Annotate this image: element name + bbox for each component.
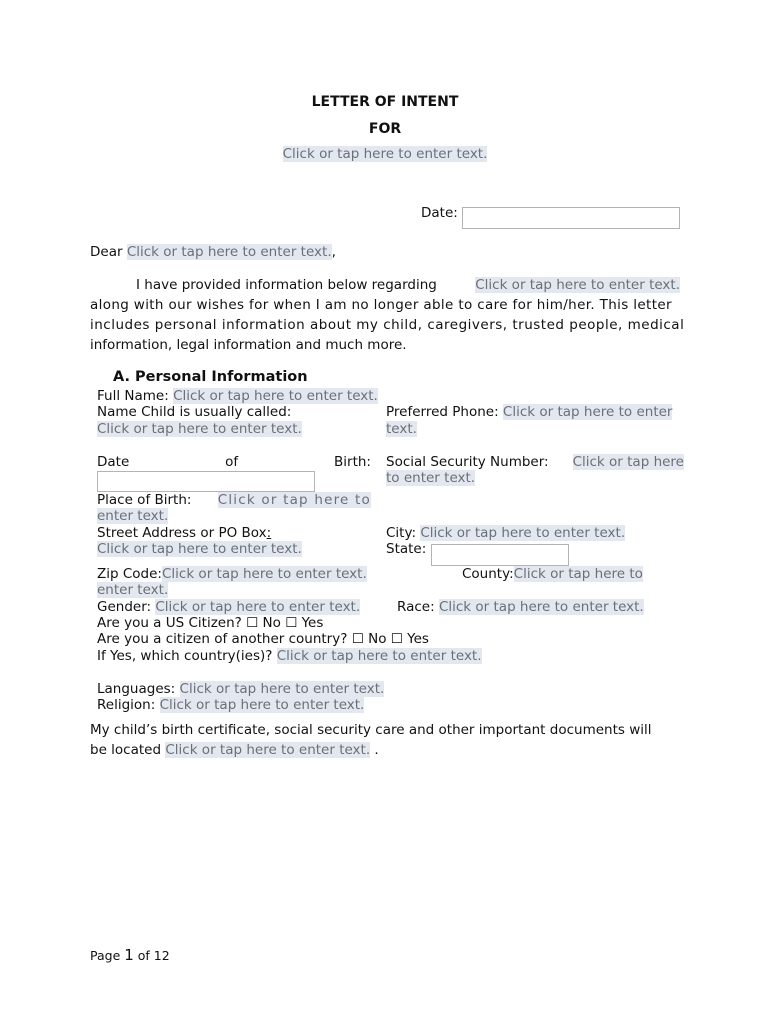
date-label: Date: <box>421 205 458 221</box>
city-row <box>386 525 625 541</box>
footer-page-total: of 12 <box>137 948 170 963</box>
languages-label: Languages: <box>97 681 176 697</box>
which-country-field[interactable]: Click or tap here to enter text. <box>276 648 482 664</box>
salutation-line <box>90 244 336 260</box>
recipient-field[interactable]: Click or tap here to enter text. <box>126 244 332 260</box>
docs-suffix: . <box>374 742 379 758</box>
pob-field[interactable]: Click or tap here to <box>217 492 371 508</box>
race-field[interactable]: Click or tap here to enter text. <box>438 599 644 615</box>
preferred-phone-field-cont[interactable]: text. <box>386 421 417 437</box>
preferred-phone-field[interactable]: Click or tap here to enter <box>502 404 673 420</box>
section-a-heading: A. Personal Information <box>113 369 308 385</box>
which-country-label: If Yes, which country(ies)? <box>97 648 273 664</box>
docs-location-field[interactable]: Click or tap here to enter text. <box>165 742 371 758</box>
which-country-row <box>97 648 482 664</box>
full-name-label: Full Name: <box>97 388 169 404</box>
street-field[interactable]: Click or tap here to enter text. <box>97 541 302 557</box>
full-name-field[interactable]: Click or tap here to enter text. <box>173 388 378 404</box>
footer-page-word: Page <box>90 948 121 963</box>
street-label-row <box>97 525 271 541</box>
city-label: City: <box>386 525 417 541</box>
intro-line-2: along with our wishes for when I am no longer able to care for him/her. This letter <box>90 297 672 313</box>
title-name-field[interactable]: Click or tap here to enter text. <box>282 146 488 162</box>
us-citizen-no-label: No <box>262 615 281 631</box>
county-label: County: <box>462 566 514 582</box>
ssn-field-cont[interactable]: to enter text. <box>386 470 476 486</box>
other-country-no-checkbox[interactable]: ☐ <box>351 631 364 647</box>
religion-row <box>97 697 364 713</box>
street-label: Street Address or PO Box <box>97 525 267 541</box>
docs-line-2 <box>90 742 379 758</box>
intro-line-1 <box>90 277 680 293</box>
county-row <box>462 566 643 582</box>
letter-subtitle-for: FOR <box>368 121 402 137</box>
zip-field-cont[interactable]: enter text. <box>97 582 169 598</box>
languages-field[interactable]: Click or tap here to enter text. <box>179 681 385 697</box>
date-input[interactable] <box>462 207 680 229</box>
race-label: Race: <box>397 599 435 615</box>
footer-page-number: 1 <box>124 946 134 964</box>
page-footer <box>90 946 170 964</box>
docs-line-1: My child’s birth certificate, social security care and other important documents will <box>90 722 652 738</box>
ssn-row <box>386 454 684 470</box>
intro-text-1: I have provided information below regarding <box>136 277 437 293</box>
zip-row <box>97 566 367 582</box>
race-row <box>397 599 644 615</box>
called-field[interactable]: Click or tap here to enter text. <box>97 421 302 437</box>
salutation-text: Dear <box>90 244 123 260</box>
religion-label: Religion: <box>97 697 156 713</box>
us-citizen-yes-label: Yes <box>301 615 324 631</box>
state-input[interactable] <box>431 544 569 566</box>
called-field-wrap <box>97 421 302 437</box>
preferred-phone-wrap-2 <box>386 421 417 437</box>
ssn-field[interactable]: Click or tap here <box>572 454 684 470</box>
pob-wrap-2 <box>97 508 168 524</box>
zip-wrap-2 <box>97 582 168 598</box>
zip-label: Zip Code: <box>97 566 162 582</box>
letter-title: LETTER OF INTENT <box>311 94 459 110</box>
dob-word-date: Date <box>97 454 130 470</box>
gender-field[interactable]: Click or tap here to enter text. <box>155 599 361 615</box>
us-citizen-yes-checkbox[interactable]: ☐ <box>285 615 298 631</box>
preferred-phone-label: Preferred Phone: <box>386 404 499 420</box>
zip-field[interactable]: Click or tap here to enter text. <box>161 566 367 582</box>
other-country-label: Are you a citizen of another country? <box>97 631 348 647</box>
gender-label: Gender: <box>97 599 152 615</box>
other-country-yes-checkbox[interactable]: ☐ <box>390 631 403 647</box>
pob-row <box>97 492 371 508</box>
ssn-label: Social Security Number: <box>386 454 549 470</box>
gender-row <box>97 599 360 615</box>
us-citizen-no-checkbox[interactable]: ☐ <box>246 615 259 631</box>
dob-label-row <box>97 454 371 470</box>
dob-word-of: of <box>225 454 239 470</box>
salutation-comma: , <box>331 244 336 260</box>
us-citizen-label: Are you a US Citizen? <box>97 615 242 631</box>
pob-label: Place of Birth: <box>97 492 192 508</box>
child-name-field[interactable]: Click or tap here to enter text. <box>475 277 680 293</box>
us-citizen-row <box>97 615 323 631</box>
docs-prefix: be located <box>90 742 162 758</box>
street-field-wrap <box>97 541 302 557</box>
religion-field[interactable]: Click or tap here to enter text. <box>159 697 365 713</box>
full-name-row <box>97 388 378 404</box>
preferred-phone-row <box>386 404 672 420</box>
other-country-yes-label: Yes <box>407 631 429 647</box>
other-country-row <box>97 631 429 647</box>
pob-field-cont[interactable]: enter text. <box>97 508 169 524</box>
called-label: Name Child is usually called: <box>97 404 292 420</box>
state-label: State: <box>386 541 427 557</box>
street-colon: : <box>266 525 272 541</box>
languages-row <box>97 681 384 697</box>
ssn-wrap-2 <box>386 470 475 486</box>
intro-line-3: includes personal information about my child, caregivers, trusted people, medical <box>90 317 685 333</box>
intro-line-4: information, legal information and much more. <box>90 337 407 353</box>
dob-word-birth: Birth: <box>334 454 371 470</box>
title-field-wrap <box>0 146 770 162</box>
other-country-no-label: No <box>368 631 387 647</box>
county-field[interactable]: Click or tap here to <box>513 566 643 582</box>
city-field[interactable]: Click or tap here to enter text. <box>420 525 626 541</box>
dob-input[interactable] <box>97 471 315 492</box>
